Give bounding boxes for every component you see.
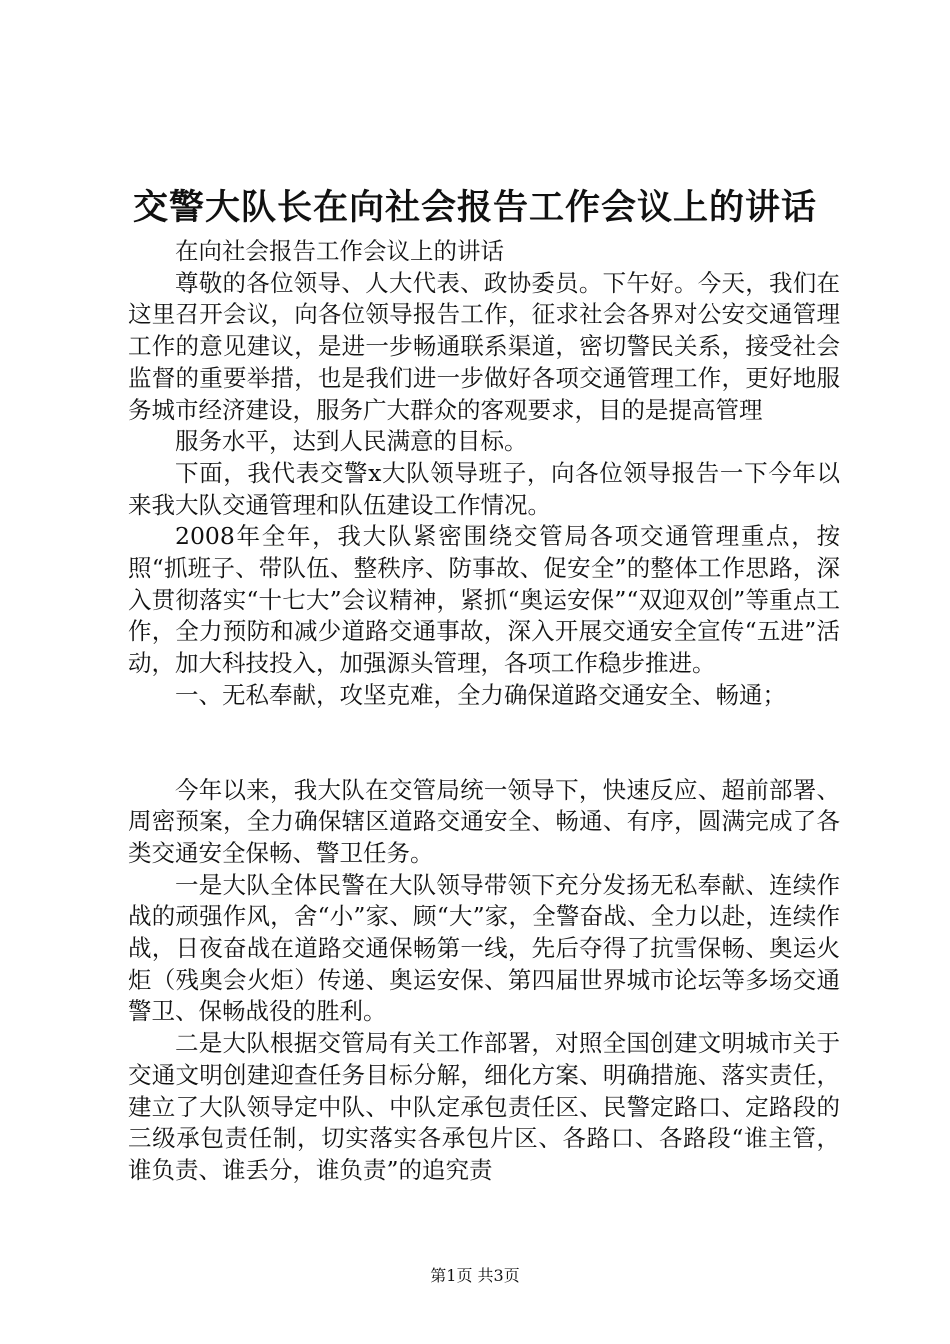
section-heading-one: 一、无私奉献，攻坚克难，全力确保道路交通安全、畅通； <box>175 680 786 709</box>
paragraph-greeting: 尊敬的各位领导、人大代表、政协委员。下午好。今天，我们在这里召开会议，向各位领导报告工作，征求社会各界对公安交通管理工作的意见建议，是进一步畅通联系渠道，密切警民关系，接受社会监督的重要举措，也是我们进一步做好各项交通管理工作，更好地服务城市经济建设，服务广大群众的客观要求，目的是提高管理 <box>128 268 840 424</box>
blank-line <box>128 712 840 775</box>
paragraph-report-intro: 下面，我代表交警x大队领导班子，向各位领导报告一下今年以来我大队交通管理和队伍建设工作情况。 <box>128 458 840 519</box>
paragraph-2008-summary: 2008年全年，我大队紧密围绕交管局各项交通管理重点，按照“抓班子、带队伍、整秩序、防事故、促安全”的整体工作思路，深入贯彻落实“十七大”会议精神，紧抓“奥运安保”“双迎双创”等重点工作，全力预防和减少道路交通事故，深入开展交通安全宣传“五进”活动，加大科技投入，加强源头管理，各项工作稳步推进。 <box>128 522 840 678</box>
page-footer: 第1页 共3页 <box>430 1266 520 1285</box>
document-body <box>128 236 840 1187</box>
paragraph-subtitle: 在向社会报告工作会议上的讲话 <box>175 237 504 265</box>
document-title: 交警大队长在向社会报告工作会议上的讲话 <box>132 187 817 228</box>
paragraph-this-year: 今年以来，我大队在交管局统一领导下，快速反应、超前部署、周密预案，全力确保辖区道路交通安全、畅通、有序，圆满完成了各类交通安全保畅、警卫任务。 <box>128 775 840 867</box>
paragraph-point-two: 二是大队根据交管局有关工作部署，对照全国创建文明城市关于交通文明创建迎查任务目标分解，细化方案、明确措施、落实责任，建立了大队领导定中队、中队定承包责任区、民警定路口、定路段的三级承包责任制，切实落实各承包片区、各路口、各路段“谁主管，谁负责、谁丢分，谁负责”的追究责 <box>128 1029 840 1184</box>
paragraph-continuation: 服务水平，达到人民满意的目标。 <box>175 427 528 456</box>
paragraph-point-one: 一是大队全体民警在大队领导带领下充分发扬无私奉献、连续作战的顽强作风，舍“小”家、顾“大”家，全警奋战、全力以赴，连续作战，日夜奋战在道路交通保畅第一线，先后夺得了抗雪保畅、奥运火炬（残奥会火炬）传递、奥运安保、第四届世界城市论坛等多场交通警卫、保畅战役的胜利。 <box>128 870 840 1026</box>
